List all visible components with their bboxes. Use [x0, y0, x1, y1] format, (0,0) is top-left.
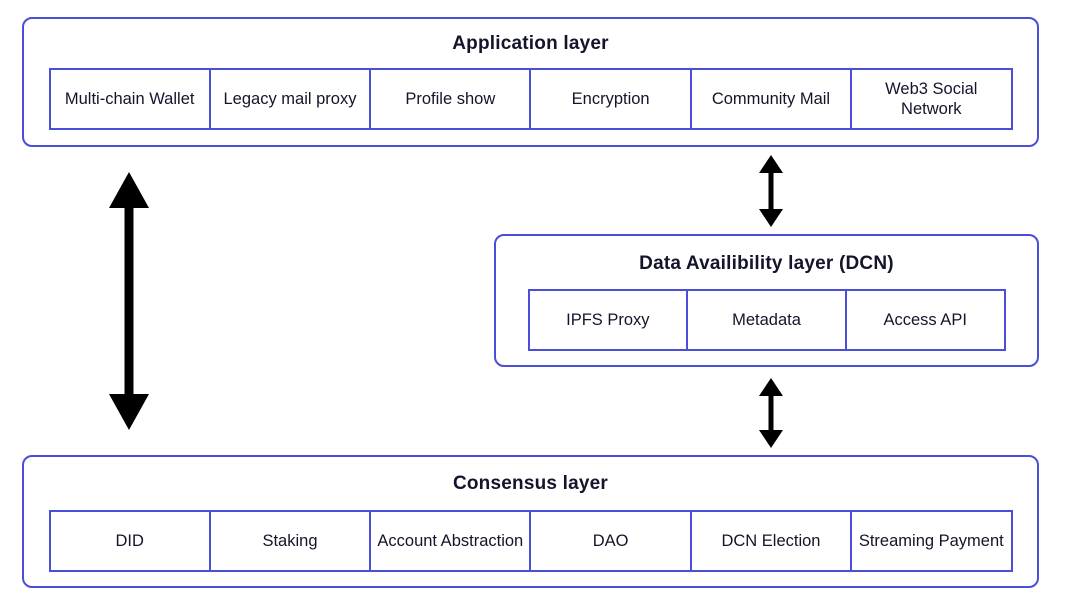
dcn-cell-ipfs-proxy: IPFS Proxy	[530, 291, 689, 349]
consensus-cell-streaming-payment: Streaming Payment	[858, 531, 1004, 550]
data-availability-layer-box	[494, 234, 1039, 367]
application-cell-legacy-mail-proxy: Legacy mail proxy	[211, 70, 371, 128]
application-layer-cells	[49, 68, 1013, 130]
data-availability-layer-cells	[528, 289, 1006, 351]
application-layer-box	[22, 17, 1039, 147]
application-cell-web3-social-network: Web3 Social Network	[885, 79, 978, 118]
data-availability-to-consensus-arrow	[748, 378, 794, 448]
dcn-cell-access-api: Access API	[883, 310, 967, 329]
consensus-cell-did: DID	[51, 512, 211, 570]
application-to-data-availability-arrow	[748, 155, 794, 227]
consensus-layer-title: Consensus layer	[452, 473, 609, 494]
application-cell-multi-chain-wallet: Multi-chain Wallet	[51, 70, 211, 128]
consensus-layer-box	[22, 455, 1039, 588]
dcn-cell-metadata: Metadata	[688, 291, 847, 349]
consensus-cell-dao: DAO	[531, 512, 691, 570]
application-to-consensus-arrow	[98, 172, 160, 430]
consensus-cell-account-abstraction: Account Abstraction	[371, 512, 531, 570]
application-cell-community-mail: Community Mail	[692, 70, 852, 128]
application-cell-profile-show: Profile show	[371, 70, 531, 128]
consensus-cell-dcn-election: DCN Election	[692, 512, 852, 570]
data-availability-layer-title: Data Availibility layer (DCN)	[639, 253, 894, 274]
consensus-layer-cells	[49, 510, 1013, 572]
application-layer-title: Application layer	[452, 33, 609, 54]
consensus-cell-staking: Staking	[211, 512, 371, 570]
application-cell-encryption: Encryption	[531, 70, 691, 128]
